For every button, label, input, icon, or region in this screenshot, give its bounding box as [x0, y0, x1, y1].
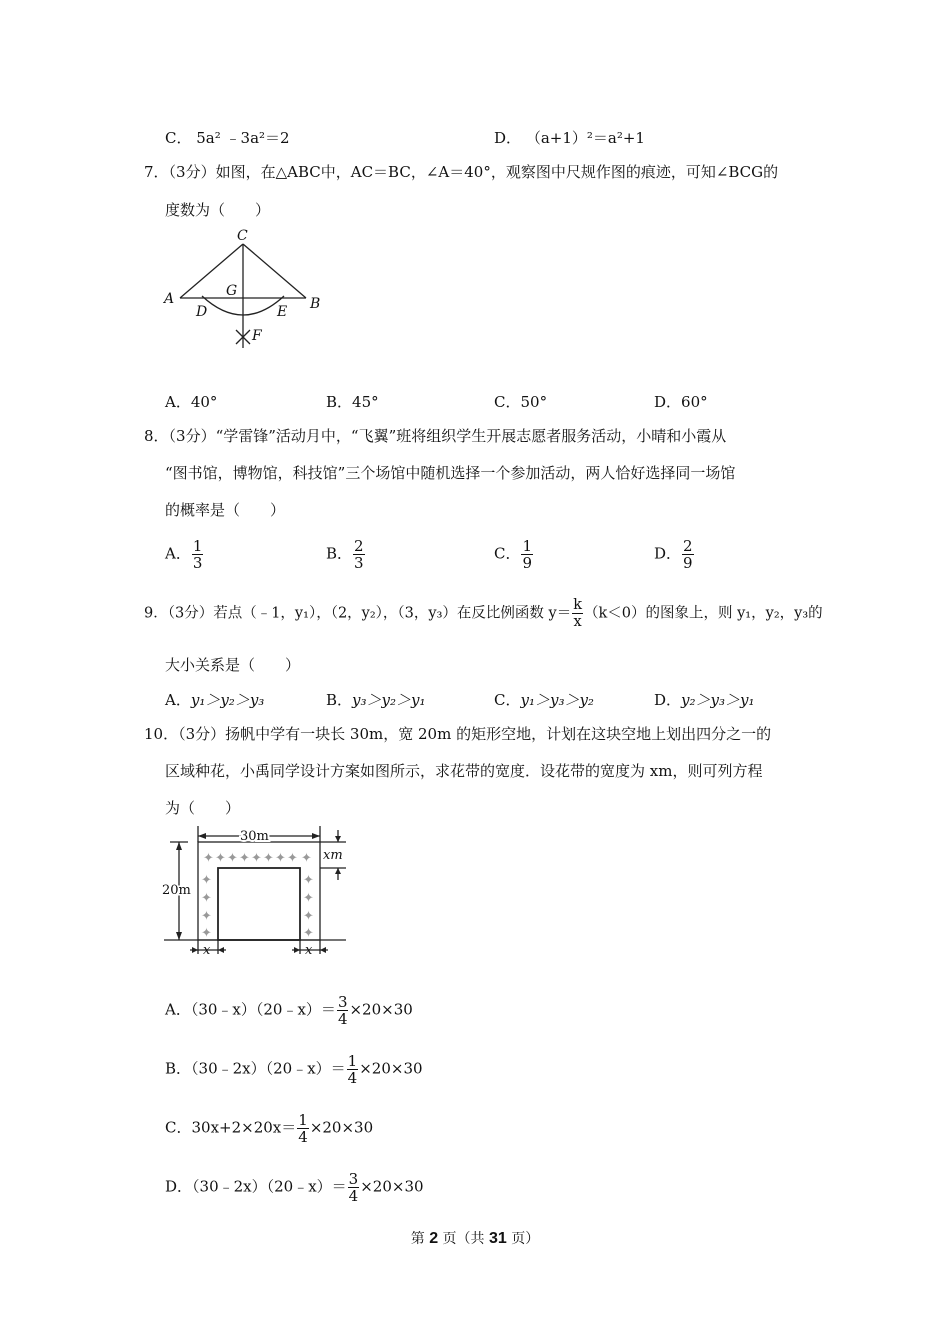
svg-text:✦: ✦	[303, 926, 314, 941]
q8-stem-line2: “图书馆，博物馆，科技馆”三个场馆中随机选择一个参加活动，两人恰好选择同一场馆	[165, 464, 736, 482]
option-label: A．	[165, 1000, 191, 1019]
option-text: y₃＞y₂＞y₁	[352, 691, 426, 709]
denominator: 4	[298, 1128, 308, 1146]
denominator: 4	[347, 1069, 358, 1087]
fraction	[353, 538, 365, 571]
label-c: C	[237, 228, 248, 244]
q8-option-a	[165, 538, 204, 571]
q10-option-b	[165, 1053, 423, 1086]
q10-stem-line1	[144, 724, 771, 744]
question-text-b: （k＜0）的图象上，则 y₁，y₂，y₃的	[584, 605, 823, 622]
equation-right: ×20×30	[359, 1059, 423, 1078]
option-label: D．	[654, 544, 682, 563]
option-label: C．	[165, 1118, 192, 1137]
q9-stem-line1	[144, 597, 823, 630]
option-label: D．	[654, 691, 682, 709]
option-text: y₁＞y₃＞y₂	[520, 691, 594, 709]
footer-middle: 页（共	[442, 1231, 485, 1247]
q8-stem-line3: 的概率是（ ）	[165, 501, 286, 519]
q8-stem-line1	[144, 426, 726, 446]
q8-option-b	[326, 538, 366, 571]
q10-option-a	[165, 994, 413, 1027]
q6-option-d	[494, 128, 645, 148]
numerator: 1	[192, 537, 203, 555]
footer-prefix: 第	[410, 1231, 425, 1247]
option-label: C．	[165, 129, 192, 147]
label-g: G	[226, 283, 238, 299]
label-x-left: x	[203, 943, 211, 956]
numerator: 2	[683, 537, 693, 555]
question-number: 8．	[144, 427, 169, 445]
total-pages-number: 31	[489, 1230, 507, 1247]
q10-option-d	[165, 1171, 424, 1204]
numerator: 3	[348, 1170, 359, 1188]
option-text: y₁＞y₂＞y₃	[190, 691, 265, 709]
equation-right: ×20×30	[360, 1177, 424, 1196]
label-b: B	[310, 296, 321, 312]
fraction	[348, 1171, 360, 1204]
numerator: 1	[522, 537, 533, 555]
option-label: C．	[494, 544, 521, 563]
option-label: D．	[165, 1177, 193, 1196]
option-text: 5a² ﹣3a²＝2	[196, 129, 290, 147]
svg-text:✦: ✦	[303, 873, 314, 888]
label-a: A	[164, 291, 175, 307]
label-20m: 20m	[162, 883, 191, 898]
q6-option-c	[165, 128, 290, 148]
question-number: 7．	[144, 163, 169, 181]
q9-option-c	[494, 690, 594, 710]
q9-option-d	[654, 690, 755, 710]
label-f: F	[252, 328, 262, 344]
option-label: A．	[165, 544, 191, 563]
option-text: y₂＞y₃＞y₁	[681, 691, 755, 709]
q10-rectangle-figure	[160, 826, 350, 956]
numerator: 1	[298, 1111, 308, 1129]
svg-text:✦: ✦	[251, 851, 262, 866]
q8-option-d	[654, 538, 695, 571]
denominator: x	[573, 614, 582, 630]
fraction	[682, 538, 694, 571]
option-label: C．	[494, 691, 521, 709]
option-text: 45°	[352, 393, 379, 411]
fraction	[521, 538, 533, 571]
label-30m: 30m	[240, 829, 269, 844]
option-text: 40°	[190, 393, 218, 411]
label-d: D	[196, 304, 208, 320]
svg-text:✦: ✦	[227, 851, 238, 866]
fraction	[337, 994, 349, 1027]
question-text-a: （3分）若点（﹣1，y₁），（2，y₂），（3，y₃）在反比例函数 y＝	[167, 605, 572, 622]
q9-stem-line2: 大小关系是（ ）	[165, 656, 301, 674]
option-label: A．	[165, 393, 191, 411]
q7-option-a	[165, 392, 217, 412]
side-bc	[243, 244, 306, 298]
svg-text:✦: ✦	[201, 909, 212, 924]
svg-text:✦: ✦	[287, 851, 298, 866]
denominator: 9	[522, 554, 533, 572]
denominator: 4	[337, 1010, 348, 1028]
q10-stem-line3: 为（ ）	[165, 799, 241, 817]
denominator: 3	[354, 554, 364, 572]
equation-left: 30x+2×20x＝	[191, 1118, 297, 1137]
question-number: 9．	[144, 605, 168, 622]
option-text: 60°	[681, 393, 708, 411]
svg-text:✦: ✦	[203, 851, 214, 866]
numerator: 1	[347, 1052, 358, 1070]
question-text: （3分）扬帆中学有一块长 30m，宽 20m 的矩形空地，计划在这块空地上划出四分之一的	[178, 725, 772, 743]
option-label: B．	[326, 691, 353, 709]
fraction	[297, 1112, 309, 1145]
equation-left: （30﹣2x）（20﹣x）＝	[191, 1059, 346, 1078]
equation-left: （30﹣x）（20﹣x）＝	[190, 1000, 336, 1019]
svg-text:✦: ✦	[303, 909, 314, 924]
equation-right: ×20×30	[349, 1000, 413, 1019]
svg-text:✦: ✦	[215, 851, 226, 866]
svg-text:✦: ✦	[301, 851, 312, 866]
svg-text:✦: ✦	[239, 851, 250, 866]
denominator: 4	[348, 1187, 359, 1205]
equation-left: （30﹣2x）（20﹣x）＝	[192, 1177, 347, 1196]
svg-text:✦: ✦	[275, 851, 286, 866]
q8-option-c	[494, 538, 534, 571]
svg-text:✦: ✦	[201, 891, 212, 906]
q7-stem-line1	[144, 162, 778, 182]
option-label: A．	[165, 691, 191, 709]
option-label: B．	[326, 393, 353, 411]
q7-option-b	[326, 392, 379, 412]
label-x-right: x	[305, 943, 313, 956]
current-page-number: 2	[429, 1230, 439, 1247]
fraction	[192, 538, 204, 571]
option-label: B．	[165, 1059, 192, 1078]
option-label: B．	[326, 544, 353, 563]
q10-stem-line2: 区域种花，小禹同学设计方案如图所示，求花带的宽度．设花带的宽度为 xm，则可列方程	[165, 762, 763, 780]
numerator: 2	[354, 537, 364, 555]
q7-option-d	[654, 392, 708, 412]
equation-right: ×20×30	[309, 1118, 374, 1137]
option-label: C．	[494, 393, 521, 411]
page-footer	[0, 1228, 950, 1248]
footer-suffix: 页）	[511, 1231, 540, 1247]
q7-stem-line2: 度数为（ ）	[165, 201, 271, 219]
denominator: 9	[683, 554, 693, 572]
q7-option-c	[494, 392, 547, 412]
denominator: 3	[192, 554, 203, 572]
label-e: E	[277, 304, 288, 320]
label-xm: xm	[323, 848, 343, 863]
question-text: （3分）“学雷锋”活动月中，“飞翼”班将组织学生开展志愿者服务活动，小晴和小霞从	[168, 427, 727, 445]
q10-option-c	[165, 1112, 373, 1145]
option-text: 50°	[520, 393, 548, 411]
q9-option-a	[165, 690, 264, 710]
svg-text:✦: ✦	[263, 851, 274, 866]
q9-option-b	[326, 690, 426, 710]
k-over-x-fraction	[572, 597, 583, 630]
option-label: D．	[494, 129, 522, 147]
fraction	[347, 1053, 359, 1086]
option-text: （a+1）²＝a²+1	[525, 129, 645, 147]
q7-triangle-figure	[160, 226, 330, 354]
question-text: （3分）如图，在△ABC中，AC＝BC，∠A＝40°，观察图中尺规作图的痕迹，可知∠BCG的	[168, 163, 779, 181]
svg-text:✦: ✦	[201, 926, 212, 941]
inner-lawn	[218, 868, 300, 940]
svg-text:✦: ✦	[303, 891, 314, 906]
option-label: D．	[654, 393, 682, 411]
question-number: 10．	[144, 725, 179, 743]
numerator: 3	[337, 993, 348, 1011]
numerator: k	[573, 597, 582, 613]
svg-text:✦: ✦	[201, 873, 212, 888]
